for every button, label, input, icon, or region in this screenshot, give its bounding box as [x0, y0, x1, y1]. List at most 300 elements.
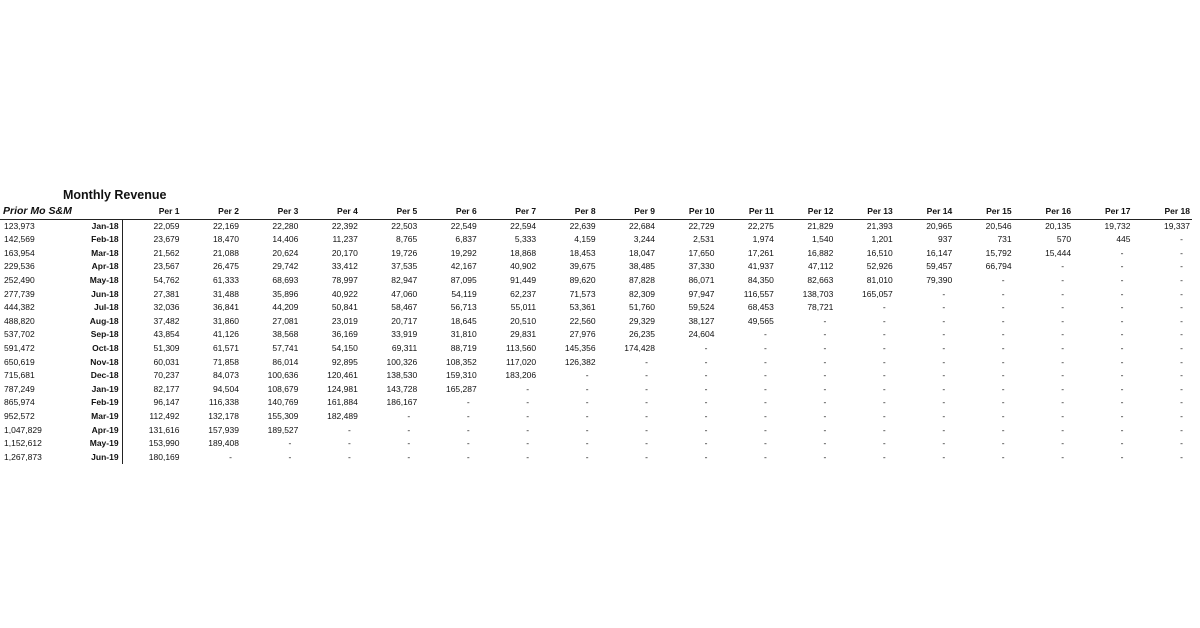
revenue-cell: 88,719 — [450, 342, 477, 353]
revenue-cell: 731 — [997, 234, 1012, 245]
revenue-cell: 27,976 — [569, 329, 596, 340]
revenue-cell: 23,679 — [153, 234, 180, 245]
month-cell: Oct-18 — [68, 342, 122, 356]
revenue-cell: 29,831 — [510, 329, 537, 340]
revenue-cell: 26,475 — [212, 261, 239, 272]
revenue-cell: 138,530 — [386, 370, 418, 381]
revenue-cell: - — [1180, 274, 1183, 285]
revenue-cell: - — [823, 424, 827, 435]
revenue-cell: - — [1180, 342, 1183, 353]
revenue-cell: 18,047 — [629, 247, 656, 258]
revenue-cell: - — [823, 356, 827, 367]
revenue-cell: 124,981 — [327, 383, 358, 394]
revenue-cell: - — [1120, 438, 1124, 449]
period-header: Per 13 — [835, 205, 894, 219]
revenue-cell: 31,860 — [212, 315, 239, 326]
revenue-cell: 1,201 — [871, 234, 893, 245]
revenue-cell: - — [1120, 247, 1124, 258]
revenue-cell: - — [1120, 397, 1124, 408]
revenue-cell: 100,636 — [267, 370, 299, 381]
revenue-cell: 49,565 — [747, 315, 774, 326]
revenue-cell: - — [882, 424, 886, 435]
revenue-cell: 24,604 — [688, 329, 715, 340]
revenue-cell: 22,684 — [629, 220, 656, 231]
period-header: Per 18 — [1133, 205, 1192, 219]
table-row — [0, 396, 1192, 410]
revenue-cell: - — [1120, 424, 1124, 435]
period-header: Per 3 — [241, 205, 300, 219]
revenue-cell: - — [823, 397, 827, 408]
revenue-cell: 117,020 — [506, 356, 537, 367]
revenue-cell: 14,406 — [272, 234, 299, 245]
revenue-cell: 18,453 — [569, 247, 596, 258]
revenue-cell: 16,510 — [866, 247, 893, 258]
revenue-cell: - — [1180, 383, 1183, 394]
revenue-cell: 31,488 — [212, 288, 239, 299]
revenue-cell: 87,095 — [450, 274, 477, 285]
revenue-cell: 157,939 — [208, 424, 239, 435]
prior-sm-cell: 123,973 — [4, 220, 35, 231]
revenue-cell: 36,169 — [331, 329, 358, 340]
revenue-cell: 22,169 — [212, 220, 239, 231]
revenue-cell: - — [1180, 451, 1183, 462]
revenue-cell: - — [942, 410, 946, 421]
revenue-cell: - — [1180, 424, 1183, 435]
revenue-cell: 1,540 — [812, 234, 834, 245]
revenue-cell: - — [1180, 315, 1183, 326]
revenue-cell: 161,884 — [327, 397, 358, 408]
revenue-cell: - — [882, 410, 886, 421]
month-cell: Jun-19 — [68, 451, 122, 465]
revenue-cell: - — [704, 370, 708, 381]
revenue-cell: 86,071 — [688, 274, 715, 285]
revenue-cell: 84,073 — [212, 370, 239, 381]
revenue-cell: - — [942, 315, 946, 326]
revenue-cell: - — [1001, 410, 1005, 421]
revenue-cell: 182,489 — [327, 410, 358, 421]
revenue-cell: - — [1120, 451, 1124, 462]
prior-sm-cell: 537,702 — [4, 329, 35, 340]
revenue-cell: - — [1180, 302, 1183, 313]
revenue-cell: - — [882, 315, 886, 326]
revenue-cell: 112,492 — [149, 410, 180, 421]
revenue-cell: 19,726 — [391, 247, 418, 258]
revenue-cell: - — [764, 383, 767, 394]
revenue-cell: - — [1061, 370, 1065, 381]
revenue-cell: 126,382 — [564, 356, 596, 367]
revenue-cell: - — [1180, 234, 1183, 245]
revenue-cell: - — [466, 451, 470, 462]
revenue-cell: 27,381 — [153, 288, 180, 299]
revenue-cell: - — [1001, 370, 1005, 381]
revenue-cell: - — [1061, 410, 1065, 421]
revenue-cell: - — [1180, 247, 1183, 258]
revenue-cell: 140,769 — [267, 397, 299, 408]
revenue-cell: 138,703 — [802, 288, 834, 299]
revenue-cell: - — [1180, 288, 1183, 299]
revenue-cell: - — [466, 397, 470, 408]
revenue-cell: 108,679 — [267, 383, 299, 394]
month-cell: May-18 — [68, 274, 122, 288]
revenue-cell: 116,338 — [208, 397, 239, 408]
revenue-cell: 40,902 — [510, 261, 537, 272]
revenue-cell: 145,356 — [564, 342, 596, 353]
revenue-cell: 39,675 — [569, 261, 596, 272]
revenue-cell: 81,010 — [866, 274, 893, 285]
revenue-cell: 108,352 — [445, 356, 477, 367]
revenue-cell: - — [1061, 274, 1065, 285]
revenue-cell: 61,333 — [212, 274, 239, 285]
revenue-cell: 60,031 — [153, 356, 180, 367]
revenue-cell: - — [764, 397, 767, 408]
revenue-cell: 47,060 — [391, 288, 418, 299]
revenue-cell: - — [1180, 370, 1183, 381]
revenue-cell: - — [1001, 356, 1005, 367]
revenue-cell: - — [229, 451, 232, 462]
revenue-cell: 22,560 — [569, 315, 596, 326]
revenue-cell: 180,169 — [148, 451, 180, 462]
table-row — [0, 451, 1192, 465]
revenue-cell: 23,567 — [153, 261, 180, 272]
revenue-cell: 78,997 — [331, 274, 358, 285]
revenue-cell: 132,178 — [208, 410, 239, 421]
revenue-cell: - — [1120, 329, 1124, 340]
revenue-cell: - — [1061, 329, 1065, 340]
revenue-cell: 68,453 — [747, 302, 774, 313]
revenue-cell: - — [1120, 410, 1124, 421]
revenue-cell: - — [823, 438, 827, 449]
period-header: Per 12 — [776, 205, 835, 219]
month-cell: Feb-19 — [68, 396, 122, 410]
revenue-cell: 97,947 — [688, 288, 715, 299]
revenue-cell: - — [942, 383, 946, 394]
revenue-cell: - — [1180, 261, 1183, 272]
revenue-cell: 19,732 — [1104, 220, 1131, 231]
table-row — [0, 233, 1192, 247]
revenue-cell: - — [347, 424, 351, 435]
period-header: Per 7 — [479, 205, 538, 219]
revenue-cell: 26,235 — [629, 329, 656, 340]
table-row — [0, 260, 1192, 274]
revenue-cell: - — [1001, 383, 1005, 394]
month-cell: Dec-18 — [68, 369, 122, 383]
revenue-cell: - — [942, 397, 946, 408]
revenue-cell: 71,858 — [212, 356, 239, 367]
revenue-cell: 155,309 — [267, 410, 299, 421]
revenue-cell: 6,837 — [455, 234, 477, 245]
prior-sm-cell: 1,267,873 — [4, 451, 42, 462]
revenue-cell: - — [585, 397, 589, 408]
revenue-cell: - — [347, 451, 351, 462]
revenue-cell: 22,729 — [688, 220, 715, 231]
prior-sm-cell: 277,739 — [4, 288, 35, 299]
revenue-cell: 53,361 — [569, 302, 596, 313]
revenue-cell: 937 — [938, 234, 953, 245]
revenue-cell: 47,112 — [807, 261, 834, 272]
revenue-cell: - — [942, 288, 946, 299]
revenue-cell: - — [823, 451, 827, 462]
revenue-cell: 43,854 — [153, 329, 180, 340]
month-cell: Jan-19 — [68, 383, 122, 397]
revenue-cell: 59,524 — [688, 302, 715, 313]
revenue-cell: - — [645, 424, 649, 435]
table-row — [0, 288, 1192, 302]
revenue-cell: - — [1001, 329, 1005, 340]
revenue-cell: - — [823, 342, 827, 353]
revenue-cell: - — [704, 438, 708, 449]
revenue-cell: - — [585, 370, 589, 381]
revenue-cell: 62,237 — [510, 288, 537, 299]
revenue-cell: - — [1001, 302, 1005, 313]
period-header: Per 17 — [1073, 205, 1132, 219]
month-cell: Jun-18 — [68, 288, 122, 302]
revenue-cell: - — [882, 342, 886, 353]
revenue-cell: - — [764, 356, 767, 367]
revenue-cell: 18,470 — [212, 234, 239, 245]
month-cell: Nov-18 — [68, 356, 122, 370]
revenue-cell: 42,167 — [450, 261, 477, 272]
revenue-cell: 84,350 — [747, 274, 774, 285]
revenue-cell: 22,594 — [510, 220, 537, 231]
period-header: Per 5 — [360, 205, 419, 219]
revenue-cell: 79,390 — [926, 274, 953, 285]
revenue-cell: - — [882, 451, 886, 462]
revenue-cell: - — [466, 424, 470, 435]
revenue-cell: 18,868 — [510, 247, 537, 258]
period-header: Per 11 — [716, 205, 775, 219]
revenue-cell: 22,503 — [391, 220, 418, 231]
revenue-cell: - — [882, 370, 886, 381]
revenue-cell: - — [764, 329, 767, 340]
revenue-cell: 20,135 — [1045, 220, 1072, 231]
revenue-cell: 78,721 — [807, 302, 834, 313]
revenue-cell: 31,810 — [450, 329, 477, 340]
revenue-cell: 1,974 — [752, 234, 774, 245]
revenue-cell: 15,444 — [1045, 247, 1072, 258]
revenue-cell: - — [645, 438, 649, 449]
revenue-cell: 56,713 — [450, 302, 477, 313]
revenue-cell: 20,170 — [331, 247, 358, 258]
revenue-cell: 186,167 — [386, 397, 418, 408]
revenue-cell: 54,762 — [153, 274, 180, 285]
table-row — [0, 247, 1192, 261]
revenue-cell: 55,011 — [510, 302, 537, 313]
prior-sm-cell: 488,820 — [4, 315, 35, 326]
period-header: Per 14 — [895, 205, 954, 219]
revenue-cell: 8,765 — [395, 234, 418, 245]
month-header — [68, 205, 122, 219]
revenue-cell: - — [704, 356, 708, 367]
revenue-cell: 29,742 — [272, 261, 299, 272]
month-cell: May-19 — [68, 437, 122, 451]
month-cell: Mar-19 — [68, 410, 122, 424]
revenue-cell: 52,926 — [866, 261, 893, 272]
revenue-cell: 27,081 — [272, 315, 299, 326]
revenue-cell: - — [585, 410, 589, 421]
revenue-cell: 143,728 — [386, 383, 418, 394]
revenue-cell: 20,717 — [391, 315, 418, 326]
revenue-cell: - — [1061, 397, 1065, 408]
revenue-cell: 570 — [1056, 234, 1072, 245]
month-cell: Sep-18 — [68, 328, 122, 342]
revenue-cell: 20,624 — [272, 247, 299, 258]
revenue-cell: 82,663 — [807, 274, 834, 285]
revenue-cell: 92,895 — [331, 356, 358, 367]
revenue-cell: - — [764, 438, 767, 449]
revenue-cell: 33,919 — [391, 329, 418, 340]
revenue-cell: - — [1061, 261, 1065, 272]
revenue-cell: 21,393 — [866, 220, 893, 231]
table-row — [0, 274, 1192, 288]
revenue-cell: 86,014 — [272, 356, 299, 367]
sheet-title: Monthly Revenue — [63, 188, 167, 202]
prior-sm-cell: 1,152,612 — [4, 438, 42, 449]
revenue-cell: - — [407, 424, 411, 435]
revenue-cell: - — [1061, 383, 1065, 394]
table-row — [0, 315, 1192, 329]
period-header: Per 9 — [598, 205, 657, 219]
revenue-cell: 445 — [1116, 234, 1131, 245]
period-header: Per 16 — [1014, 205, 1073, 219]
revenue-cell: - — [1001, 342, 1005, 353]
prior-sm-cell: 252,490 — [4, 274, 35, 285]
table-row — [0, 424, 1192, 438]
revenue-cell: - — [823, 410, 827, 421]
revenue-cell: 94,504 — [212, 383, 239, 394]
month-cell: Mar-18 — [68, 247, 122, 261]
revenue-cell: 22,392 — [331, 220, 358, 231]
revenue-cell: 189,408 — [208, 438, 239, 449]
revenue-table — [0, 205, 1192, 464]
revenue-cell: 40,922 — [331, 288, 358, 299]
revenue-cell: - — [1120, 274, 1124, 285]
revenue-cell: - — [882, 356, 886, 367]
revenue-cell: - — [882, 302, 886, 313]
revenue-cell: 33,412 — [331, 261, 358, 272]
revenue-cell: 5,333 — [514, 234, 537, 245]
revenue-cell: - — [1001, 274, 1005, 285]
month-cell: Apr-18 — [68, 260, 122, 274]
revenue-cell: - — [1180, 410, 1183, 421]
revenue-cell: - — [526, 438, 530, 449]
period-header: Per 6 — [419, 205, 478, 219]
revenue-cell: - — [1001, 315, 1005, 326]
revenue-cell: 116,557 — [743, 288, 774, 299]
revenue-cell: 2,531 — [693, 234, 715, 245]
revenue-cell: 71,573 — [569, 288, 596, 299]
revenue-cell: - — [704, 342, 708, 353]
revenue-cell: 82,177 — [153, 383, 180, 394]
revenue-cell: - — [526, 397, 530, 408]
revenue-cell: 153,990 — [148, 438, 180, 449]
revenue-cell: - — [585, 438, 589, 449]
revenue-cell: 100,326 — [386, 356, 418, 367]
revenue-cell: - — [1001, 288, 1005, 299]
prior-sm-cell: 650,619 — [4, 356, 35, 367]
revenue-cell: - — [466, 438, 470, 449]
revenue-cell: - — [1061, 424, 1065, 435]
revenue-cell: 22,059 — [153, 220, 180, 231]
revenue-cell: - — [645, 451, 649, 462]
revenue-cell: 20,546 — [985, 220, 1012, 231]
revenue-cell: - — [1120, 342, 1124, 353]
revenue-cell: 183,206 — [505, 370, 537, 381]
table-row — [0, 437, 1192, 451]
revenue-cell: 3,244 — [633, 234, 656, 245]
revenue-cell: - — [645, 397, 649, 408]
revenue-cell: 37,330 — [688, 261, 715, 272]
revenue-cell: - — [1061, 302, 1065, 313]
revenue-cell: - — [1061, 438, 1065, 449]
revenue-cell: - — [1180, 329, 1183, 340]
revenue-cell: 20,965 — [926, 220, 953, 231]
revenue-cell: 120,461 — [327, 370, 358, 381]
revenue-cell: 165,057 — [862, 288, 893, 299]
revenue-cell: - — [1061, 451, 1065, 462]
revenue-cell: 11,237 — [332, 234, 358, 245]
revenue-cell: 41,937 — [747, 261, 774, 272]
header-row — [0, 205, 1192, 219]
revenue-cell: - — [1120, 370, 1124, 381]
period-header: Per 8 — [538, 205, 597, 219]
revenue-cell: - — [764, 410, 767, 421]
prior-sm-cell: 591,472 — [4, 342, 35, 353]
revenue-cell: - — [1061, 356, 1065, 367]
revenue-cell: - — [823, 383, 827, 394]
revenue-cell: - — [882, 438, 886, 449]
revenue-cell: 36,841 — [212, 302, 239, 313]
revenue-cell: - — [645, 356, 649, 367]
prior-sm-cell: 229,536 — [4, 261, 35, 272]
period-header: Per 2 — [182, 205, 241, 219]
table-row — [0, 342, 1192, 356]
revenue-cell: - — [704, 383, 708, 394]
revenue-cell: - — [288, 451, 292, 462]
revenue-cell: 82,309 — [629, 288, 656, 299]
prior-sm-cell: 142,569 — [4, 234, 35, 245]
revenue-cell: - — [585, 451, 589, 462]
table-body — [0, 219, 1192, 464]
revenue-cell: - — [1061, 315, 1065, 326]
revenue-cell: 87,828 — [629, 274, 656, 285]
revenue-cell: 61,571 — [212, 342, 239, 353]
revenue-cell: - — [526, 410, 530, 421]
revenue-cell: - — [1180, 438, 1183, 449]
month-cell: Feb-18 — [68, 233, 122, 247]
revenue-cell: - — [1001, 397, 1005, 408]
revenue-cell: 20,510 — [510, 315, 537, 326]
prior-sm-cell: 787,249 — [4, 383, 35, 394]
revenue-cell: 19,292 — [450, 247, 477, 258]
revenue-cell: 82,947 — [391, 274, 418, 285]
revenue-cell: - — [1120, 315, 1124, 326]
revenue-cell: 51,760 — [629, 302, 656, 313]
revenue-cell: 66,794 — [985, 261, 1012, 272]
revenue-cell: - — [882, 383, 886, 394]
revenue-cell: - — [882, 397, 886, 408]
revenue-cell: 38,485 — [629, 261, 656, 272]
prior-sm-cell: 1,047,829 — [4, 424, 42, 435]
revenue-cell: - — [942, 451, 946, 462]
revenue-cell: - — [526, 424, 530, 435]
revenue-cell: 23,019 — [331, 315, 358, 326]
revenue-cell: - — [1001, 424, 1005, 435]
revenue-cell: - — [823, 370, 827, 381]
revenue-cell: 69,311 — [391, 342, 418, 353]
revenue-cell: - — [1061, 342, 1065, 353]
revenue-cell: - — [942, 302, 946, 313]
revenue-cell: - — [823, 315, 827, 326]
